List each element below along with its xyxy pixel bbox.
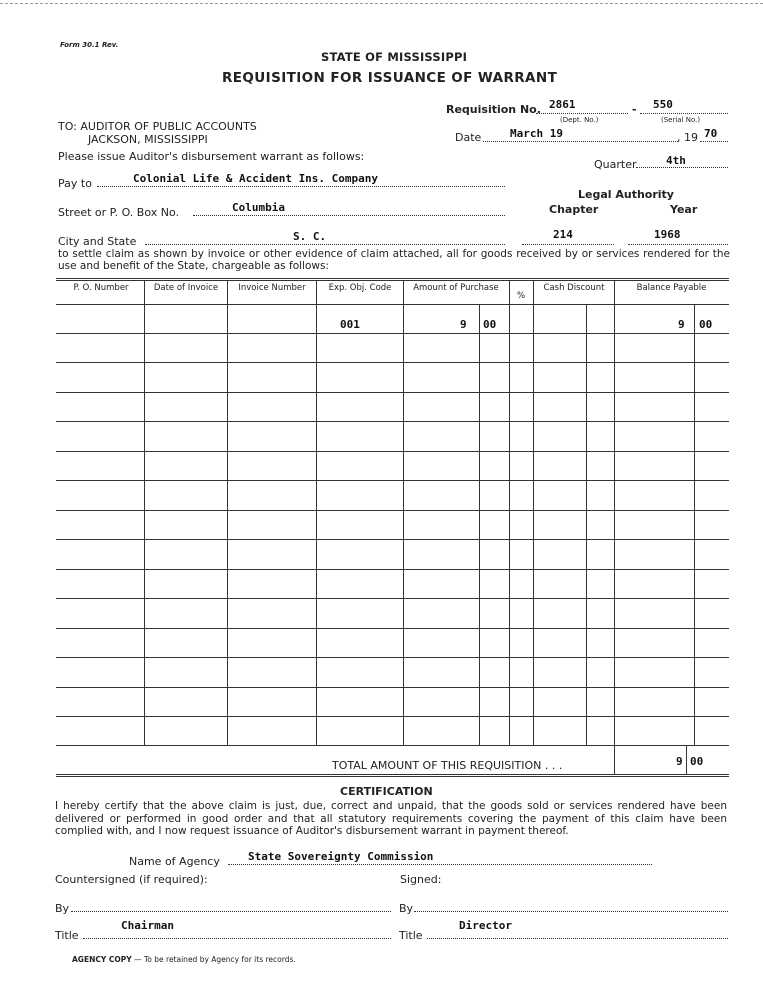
table-row-rule: [56, 539, 729, 540]
form-number: Form 30.1 Rev.: [60, 41, 119, 49]
year-prefix: , 19: [677, 131, 698, 144]
pay-to-label: Pay to: [58, 177, 92, 190]
col-amount-header: Amount of Purchase: [413, 283, 499, 293]
amount-cents-rule: [479, 304, 480, 745]
chapter-line: [522, 244, 614, 245]
pay-to-line: [97, 186, 505, 187]
col-date-header: Date of Invoice: [153, 283, 219, 293]
col-invoice-header: Invoice Number: [238, 283, 306, 293]
col-po-header: P. O. Number: [73, 283, 129, 293]
title-right-value: Director: [459, 919, 512, 932]
quarter-value: 4th: [666, 154, 686, 167]
quarter-label: Quarter: [594, 158, 637, 171]
agency-copy-label: AGENCY COPY: [72, 955, 132, 964]
table-header-rule: [56, 304, 729, 305]
main-title: REQUISITION FOR ISSUANCE OF WARRANT: [222, 70, 558, 86]
table-top-rule-2: [56, 280, 729, 281]
by-left-label: By: [55, 902, 70, 915]
agency-label: Name of Agency: [129, 855, 220, 868]
title-left-value: Chairman: [121, 919, 174, 932]
row1-exp-code: 001: [340, 318, 360, 331]
street-value: Columbia: [232, 201, 285, 214]
table-row-rule: [56, 745, 729, 746]
city-label: City and State: [58, 235, 137, 248]
col-balance-header: Balance Payable: [636, 283, 707, 293]
table-row-rule: [56, 628, 729, 629]
table-row-rule: [56, 716, 729, 717]
legal-year-line: [628, 244, 728, 245]
row1-balance-dollars: 9: [678, 318, 685, 331]
table-row-rule: [56, 657, 729, 658]
date-label: Date: [455, 131, 482, 144]
total-dollars: 9: [676, 755, 683, 768]
table-bottom-rule: [56, 774, 729, 775]
pay-to-value: Colonial Life & Accident Ins. Company: [133, 172, 379, 185]
table-row-rule: [56, 598, 729, 599]
serial-no-caption: (Serial No.): [661, 116, 701, 124]
table-row-rule: [56, 451, 729, 452]
total-left-rule: [614, 745, 615, 774]
total-label: TOTAL AMOUNT OF THIS REQUISITION . . .: [332, 759, 563, 772]
signed-label: Signed:: [400, 873, 442, 886]
table-col-rule: [403, 280, 404, 745]
balance-cents-rule: [694, 304, 695, 745]
agency-copy-text: — To be retained by Agency for its records.: [134, 955, 296, 964]
table-bottom-rule-2: [56, 776, 729, 777]
year-label: Year: [670, 203, 698, 216]
table-row-rule: [56, 480, 729, 481]
certification-title: CERTIFICATION: [340, 785, 433, 798]
col-discount-header: Cash Discount: [543, 283, 605, 293]
title-left-label: Title: [55, 929, 79, 942]
agency-line: [228, 864, 652, 865]
city-value: S. C.: [293, 230, 327, 243]
legal-authority-title: Legal Authority: [578, 188, 674, 201]
total-cents-rule: [686, 745, 687, 774]
by-left-line[interactable]: [71, 911, 391, 912]
date-line: [483, 141, 678, 142]
scan-edge-marks: [0, 3, 763, 7]
year-value: 70: [704, 127, 718, 140]
title-left-line: [83, 938, 391, 939]
total-cents: 00: [690, 755, 704, 768]
table-col-rule: [509, 280, 510, 745]
date-value: March 19: [510, 127, 563, 140]
street-line: [193, 215, 505, 216]
by-right-line[interactable]: [414, 911, 728, 912]
countersigned-label: Countersigned (if required):: [55, 873, 208, 886]
dept-no-value: 2861: [549, 98, 576, 111]
dept-no-line: [536, 113, 628, 114]
col-pct-header: %: [516, 291, 526, 301]
requisition-label: Requisition No.: [446, 103, 541, 116]
claim-text: to settle claim as shown by invoice or other evidence of claim attached, all for goods received by or services rendered for the use and benefit of the State, chargeable as follows:: [58, 248, 730, 272]
to-line-1: TO: AUDITOR OF PUBLIC ACCOUNTS: [58, 120, 257, 133]
serial-no-value: 550: [653, 98, 673, 111]
agency-value: State Sovereignty Commission: [248, 850, 434, 863]
street-label: Street or P. O. Box No.: [58, 206, 179, 219]
col-exp-header: Exp. Obj. Code: [328, 283, 392, 293]
by-right-label: By: [399, 902, 414, 915]
table-row-rule: [56, 392, 729, 393]
table-col-rule: [144, 280, 145, 745]
dept-no-caption: (Dept. No.): [560, 116, 599, 124]
requisition-dash: -: [632, 103, 637, 116]
table-col-rule: [533, 280, 534, 745]
instruction-text: Please issue Auditor's disbursement warrant as follows:: [58, 150, 365, 163]
table-row-rule: [56, 362, 729, 363]
row1-amount-dollars: 9: [460, 318, 467, 331]
serial-no-line: [640, 113, 728, 114]
discount-cents-rule: [586, 304, 587, 745]
table-row-rule: [56, 687, 729, 688]
table-col-rule: [316, 280, 317, 745]
legal-year-value: 1968: [654, 228, 681, 241]
table-col-rule: [614, 280, 615, 745]
table-row-rule: [56, 421, 729, 422]
table-row-rule: [56, 333, 729, 334]
title-right-label: Title: [399, 929, 423, 942]
row1-amount-cents: 00: [483, 318, 497, 331]
certification-text: I hereby certify that the above claim is just, due, correct and unpaid, that the goods sold or services rendered have been delivered or performed in good order and that all statutory requirements covering the payment of this claim have been complied with, and I now request issuance of Auditor's disbursement warrant in payment thereof.: [55, 800, 727, 837]
table-col-rule: [227, 280, 228, 745]
table-row-rule: [56, 510, 729, 511]
quarter-line: [636, 167, 728, 168]
year-line: [700, 141, 728, 142]
footer-note: [72, 955, 296, 964]
chapter-value: 214: [553, 228, 573, 241]
to-line-2: JACKSON, MISSISSIPPI: [88, 133, 208, 146]
table-top-rule: [56, 278, 729, 279]
table-row-rule: [56, 569, 729, 570]
row1-balance-cents: 00: [699, 318, 713, 331]
title-right-line: [427, 938, 728, 939]
city-line: [145, 244, 505, 245]
state-title: STATE OF MISSISSIPPI: [321, 50, 468, 64]
chapter-label: Chapter: [549, 203, 599, 216]
